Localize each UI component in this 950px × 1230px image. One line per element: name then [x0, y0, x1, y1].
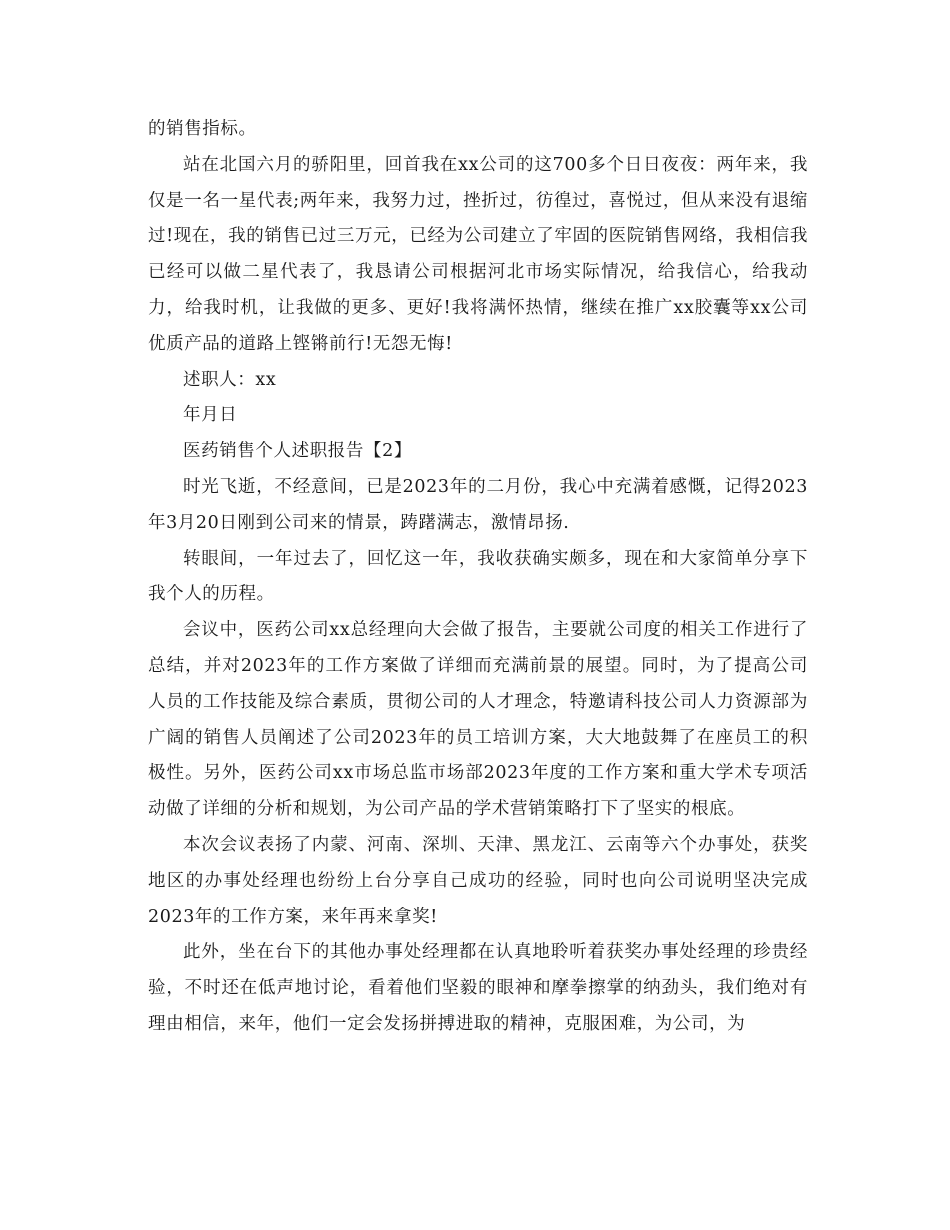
date-line: 年月日: [183, 405, 238, 426]
paragraph-meeting: 会议中，医药公司xx总经理向大会做了报告，主要就公司度的相关工作进行了总结，并对2023年的工作方案做了详细而充满前景的展望。同时，为了提高公司人员的工作技能及综合素质，贯彻公司的人才理念，特邀请科技公司人力资源部为广阔的销售人员阐述了公司2023年的员工培训方案，大大地鼓舞了在座员工的积极性。另外，医药公司xx市场总监市场部2023年度的工作方案和重大学术专项活动做了详细的分析和规划，为公司产品的学术营销策略打下了坚实的根底。: [148, 620, 808, 820]
paragraph-intro: 时光飞逝，不经意间，已是2023年的二月份，我心中充满着感慨，记得2023年3月20日刚到公司来的情景，踌躇满志，激情昂扬.: [148, 476, 808, 533]
section-heading: 医药销售个人述职报告【2】: [183, 441, 412, 462]
paragraph-awards: 本次会议表扬了内蒙、河南、深圳、天津、黑龙江、云南等六个办事处，获奖地区的办事处经理也纷纷上台分享自己成功的经验，同时也向公司说明坚决完成2023年的工作方案，来年再来拿奖!: [148, 834, 808, 927]
paragraph-closing: 此外，坐在台下的其他办事处经理都在认真地聆听着获奖办事处经理的珍贵经验，不时还在低声地讨论，看着他们坚毅的眼神和摩拳擦掌的纳劲头，我们绝对有理由相信，来年，他们一定会发扬拼搏进取的精神，克服困难，为公司，为: [148, 942, 808, 1034]
paragraph-summary: 站在北国六月的骄阳里，回首我在xx公司的这700多个日日夜夜：两年来，我仅是一名一星代表;两年来，我努力过，挫折过，彷徨过，喜悦过，但从来没有退缩过!现在，我的销售已过三万元，已经为公司建立了牢固的医院销售网络，我相信我已经可以做二星代表了，我恳请公司根据河北市场实际情况，给我信心，给我动力，给我时机，让我做的更多、更好!我将满怀热情，继续在推广xx胶囊等xx公司优质产品的道路上铿锵前行!无怨无悔!: [148, 154, 808, 354]
paragraph-continuation: 的销售指标。: [148, 119, 257, 139]
paragraph-reflection: 转眼间，一年过去了，回忆这一年，我收获确实颇多，现在和大家简单分享下我个人的历程。: [148, 548, 808, 605]
document-page: [148, 112, 808, 1043]
signature-line: 述职人：xx: [183, 369, 277, 390]
